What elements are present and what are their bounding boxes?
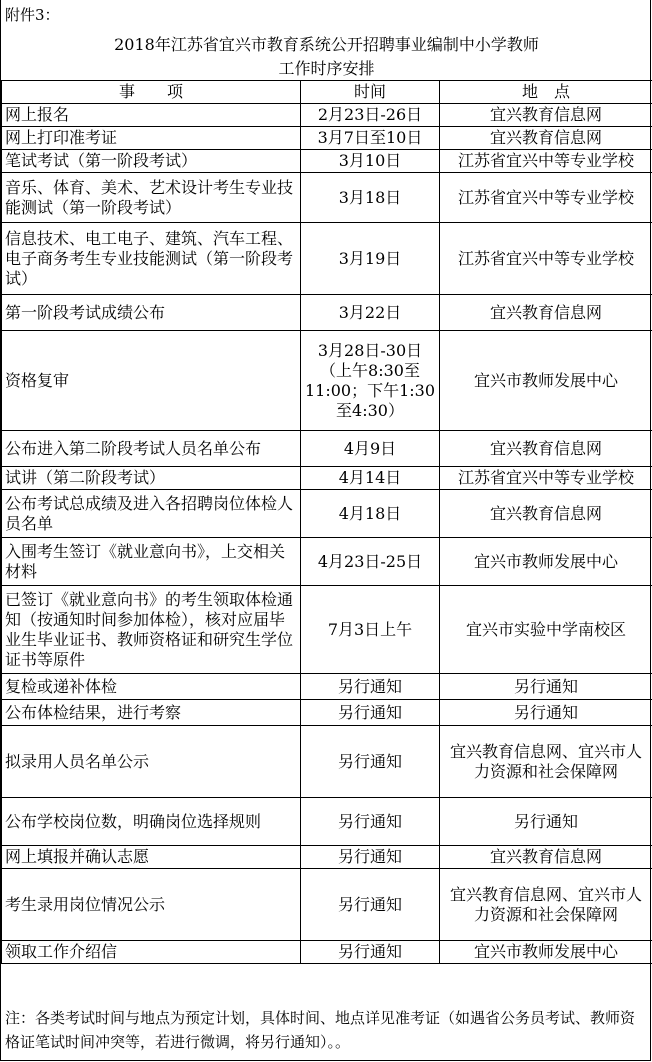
row-time: 另行通知 <box>301 726 440 798</box>
row-item: 信息技术、电工电子、建筑、汽车工程、电子商务考生专业技能测试（第一阶段考试） <box>2 223 301 295</box>
table-row <box>2 846 652 869</box>
row-item: 公布进入第二阶段考试人员名单公布 <box>2 431 301 467</box>
row-item: 考生录用岗位情况公示 <box>2 869 301 941</box>
row-item: 公布体检结果，进行考察 <box>2 700 301 726</box>
table-row <box>2 798 652 846</box>
table-row <box>2 150 652 173</box>
table-row <box>2 869 652 941</box>
row-place: 宜兴教育信息网 <box>440 431 652 467</box>
row-time: 3月22日 <box>301 295 440 331</box>
schedule-table <box>1 80 652 964</box>
row-time: 3月7日至10日 <box>301 127 440 150</box>
row-item: 笔试考试（第一阶段考试） <box>2 150 301 173</box>
header-time: 时间 <box>301 81 440 104</box>
table-row <box>2 538 652 586</box>
row-time: 另行通知 <box>301 700 440 726</box>
row-item: 试讲（第二阶段考试） <box>2 467 301 490</box>
row-item: 资格复审 <box>2 331 301 431</box>
row-time: 另行通知 <box>301 798 440 846</box>
row-item: 网上报名 <box>2 104 301 127</box>
row-time: 另行通知 <box>301 941 440 964</box>
row-place: 江苏省宜兴中等专业学校 <box>440 223 652 295</box>
row-place: 江苏省宜兴中等专业学校 <box>440 173 652 223</box>
row-place: 宜兴市教师发展中心 <box>440 941 652 964</box>
row-item: 已签订《就业意向书》的考生领取体检通知（按通知时间参加体检），核对应届毕业生毕业证书、教师资格证和研究生学位证书等原件 <box>2 586 301 674</box>
row-time: 4月14日 <box>301 467 440 490</box>
row-item: 第一阶段考试成绩公布 <box>2 295 301 331</box>
row-item: 复检或递补体检 <box>2 674 301 700</box>
row-item: 拟录用人员名单公示 <box>2 726 301 798</box>
row-place: 宜兴教育信息网、宜兴市人力资源和社会保障网 <box>440 726 652 798</box>
table-row <box>2 700 652 726</box>
row-place: 宜兴教育信息网 <box>440 846 652 869</box>
table-row <box>2 941 652 964</box>
row-time: 3月28日-30日（上午8:30至11:00；下午1:30至4:30） <box>301 331 440 431</box>
attachment-label: 附件3： <box>5 6 60 24</box>
row-place: 宜兴教育信息网、宜兴市人力资源和社会保障网 <box>440 869 652 941</box>
table-row <box>2 467 652 490</box>
table-row <box>2 490 652 538</box>
row-time: 3月19日 <box>301 223 440 295</box>
row-item: 网上填报并确认志愿 <box>2 846 301 869</box>
header-place: 地 点 <box>440 81 652 104</box>
table-row <box>2 586 652 674</box>
row-place: 宜兴教育信息网 <box>440 490 652 538</box>
row-time: 另行通知 <box>301 869 440 941</box>
row-place: 另行通知 <box>440 674 652 700</box>
row-item: 网上打印准考证 <box>2 127 301 150</box>
row-item: 公布学校岗位数，明确岗位选择规则 <box>2 798 301 846</box>
table-row <box>2 431 652 467</box>
row-place: 另行通知 <box>440 700 652 726</box>
row-place: 宜兴教育信息网 <box>440 295 652 331</box>
row-item: 领取工作介绍信 <box>2 941 301 964</box>
row-item: 音乐、体育、美术、艺术设计考生专业技能测试（第一阶段考试） <box>2 173 301 223</box>
table-row <box>2 104 652 127</box>
row-time: 7月3日上午 <box>301 586 440 674</box>
row-time: 另行通知 <box>301 674 440 700</box>
row-item: 公布考试总成绩及进入各招聘岗位体检人员名单 <box>2 490 301 538</box>
table-row <box>2 331 652 431</box>
row-place: 宜兴市实验中学南校区 <box>440 586 652 674</box>
row-time: 4月18日 <box>301 490 440 538</box>
row-place: 宜兴教育信息网 <box>440 127 652 150</box>
table-row <box>2 674 652 700</box>
table-row <box>2 223 652 295</box>
row-time: 4月9日 <box>301 431 440 467</box>
row-time: 3月10日 <box>301 150 440 173</box>
row-place: 宜兴教育信息网 <box>440 104 652 127</box>
row-time: 另行通知 <box>301 846 440 869</box>
title-line-2: 工作时序安排 <box>278 59 375 78</box>
table-row <box>2 726 652 798</box>
table-row <box>2 295 652 331</box>
table-header-row <box>2 81 652 104</box>
row-time: 4月23日-25日 <box>301 538 440 586</box>
row-place: 江苏省宜兴中等专业学校 <box>440 150 652 173</box>
row-place: 江苏省宜兴中等专业学校 <box>440 467 652 490</box>
row-place: 宜兴市教师发展中心 <box>440 331 652 431</box>
row-place: 宜兴市教师发展中心 <box>440 538 652 586</box>
table-row <box>2 127 652 150</box>
footnote: 注：各类考试时间与地点为预定计划，具体时间、地点详见准考证（如遇省公务员考试、教师资格证笔试时间冲突等，若进行微调，将另行通知）。。 <box>5 1009 636 1051</box>
header-item: 事 项 <box>2 81 301 104</box>
table-row <box>2 173 652 223</box>
row-place: 另行通知 <box>440 798 652 846</box>
row-time: 3月18日 <box>301 173 440 223</box>
title-line-1: 2018年江苏省宜兴市教育系统公开招聘事业编制中小学教师 <box>114 35 539 54</box>
row-time: 2月23日-26日 <box>301 104 440 127</box>
row-item: 入围考生签订《就业意向书》，上交相关材料 <box>2 538 301 586</box>
